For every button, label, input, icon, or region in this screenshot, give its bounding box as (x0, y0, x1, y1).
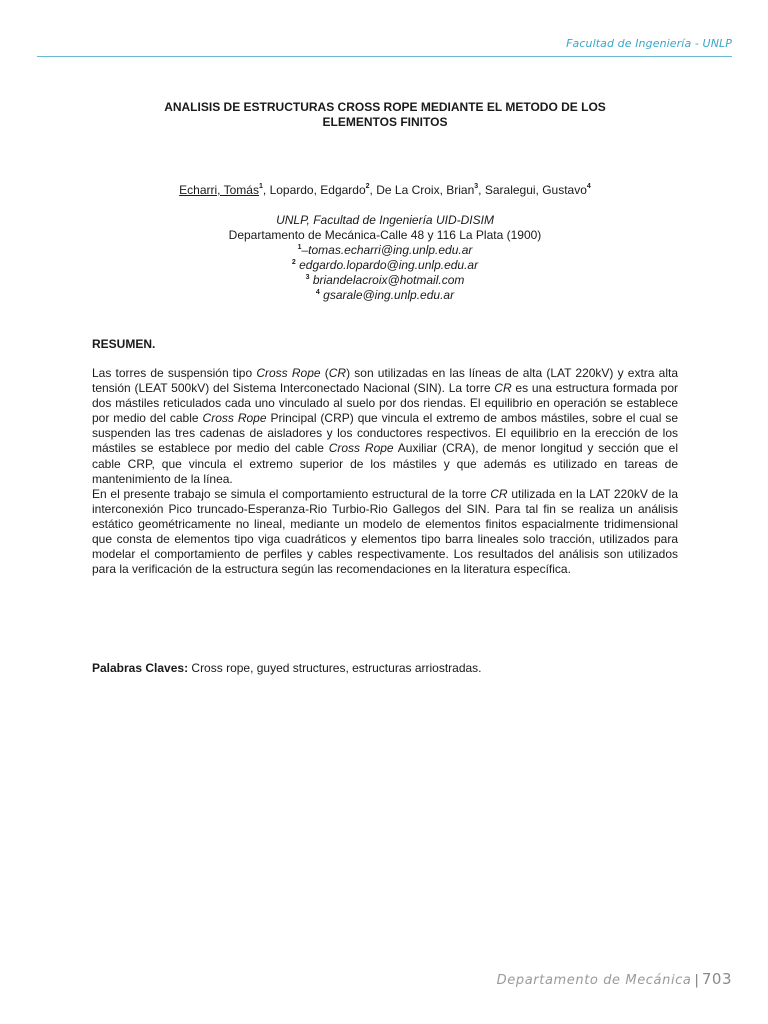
italic-run: CR (328, 366, 347, 380)
author-sup: 1 (258, 183, 263, 190)
header-rule (37, 56, 732, 57)
author-name: De La Croix, Brian (376, 183, 475, 197)
footer-separator: | (694, 973, 699, 988)
email-sup: 2 (291, 259, 296, 266)
institution: UNLP, Facultad de Ingeniería UID-DISIM (276, 213, 494, 227)
italic-run: Cross Rope (202, 411, 267, 426)
paper-title (92, 100, 678, 130)
department: Departamento de Mecánica-Calle 48 y 116 La Plata (1900) (228, 228, 542, 242)
email: gsarale@ing.unlp.edu.ar (319, 288, 455, 302)
keywords (92, 661, 678, 675)
italic-run: CR (490, 486, 508, 501)
text-run: ) son utilizadas en las líneas de alta (LAT 220kV) y extra alta tensión (LEAT 500kV) del Sistema Interconectado Nacional (SIN). La torre (92, 366, 678, 396)
author-name: Echarri, Tomás (179, 183, 259, 197)
email: –tomas.echarri@ing.unlp.edu.ar (301, 243, 473, 257)
author-name: Lopardo, Edgardo (269, 183, 366, 197)
title-line-2: ELEMENTOS FINITOS (322, 115, 448, 129)
italic-run: Cross Rope (328, 441, 394, 456)
affiliation-block (92, 213, 678, 303)
text-run: En el presente trabajo se simula el comportamiento estructural de la torre (92, 486, 491, 501)
text-run: utilizada en la LAT 220kV de la interconexión Pico truncado-Esperanza-Rio Turbio-Rio Gallegos del SIN. Para tal fin se realiza un análisis estático geométricamente no lineal, mediante un modelo de elementos finitos espacialmente tridimensional que consta de elementos tipo viga cuadráticos y elementos tipo barra lineales solo tracción, utilizados para modelar el comportamiento de perfiles y cables respectivamente. Los resultados del análisis son utilizados para la verificación de la estructura según las recomendaciones en la literatura específica. (92, 486, 679, 577)
abstract-paragraph-1 (92, 366, 678, 487)
email-sup: 1 (297, 244, 302, 251)
author-separator: , (369, 183, 377, 197)
keywords-label: Palabras Claves: (92, 661, 189, 675)
footer-department: Departamento de Mecánica (496, 973, 692, 988)
author-sup: 2 (365, 183, 370, 190)
italic-run: Cross Rope (256, 366, 321, 380)
running-header: Facultad de Ingeniería - UNLP (566, 37, 732, 50)
title-line-1: ANALISIS DE ESTRUCTURAS CROSS ROPE MEDIANTE EL METODO DE LOS (164, 100, 606, 114)
author-name: Saralegui, Gustavo (484, 183, 587, 197)
abstract-paragraph-2 (92, 487, 678, 578)
text-run: es una estructura formada por dos mástiles reticulados cada uno vinculado al suelo por dos riendas. El equilibrio en operación se establece por medio del cable (92, 381, 678, 426)
page-number: 703 (701, 970, 732, 988)
author-sup: 4 (586, 183, 591, 190)
email-line (92, 243, 678, 258)
text-run: ( (320, 366, 329, 380)
email: edgardo.lopardo@ing.unlp.edu.ar (295, 258, 479, 272)
email-line (92, 258, 678, 273)
author-separator: , (262, 183, 270, 197)
text-run: Principal (CRP) que vincula el extremo de ambos mástiles, sobre el cual se suspenden las tres cadenas de aisladores y los conductores respectivos. El equilibrio en la erección de los mástiles se establece por medio del cable (92, 411, 678, 456)
email-line (92, 288, 678, 303)
email: briandelacroix@hotmail.com (309, 273, 465, 287)
abstract-heading: RESUMEN. (92, 337, 156, 351)
page-footer (497, 970, 732, 988)
author-sup: 3 (474, 183, 479, 190)
italic-run: CR (494, 381, 512, 396)
text-run: Auxiliar (CRA), de menor longitud y sección que el cable CRP, que vincula el extremo superior de los mástiles y que además es utilizado en tareas de mantenimiento de la línea. (92, 441, 679, 486)
email-sup: 3 (305, 274, 310, 281)
author-separator: , (478, 183, 485, 197)
text-run: Las torres de suspensión tipo (92, 366, 257, 380)
email-sup: 4 (315, 289, 320, 296)
abstract-body (92, 366, 678, 577)
author-list (92, 182, 678, 198)
keywords-text: Cross rope, guyed structures, estructuras arriostradas. (188, 661, 482, 675)
email-line (92, 273, 678, 288)
